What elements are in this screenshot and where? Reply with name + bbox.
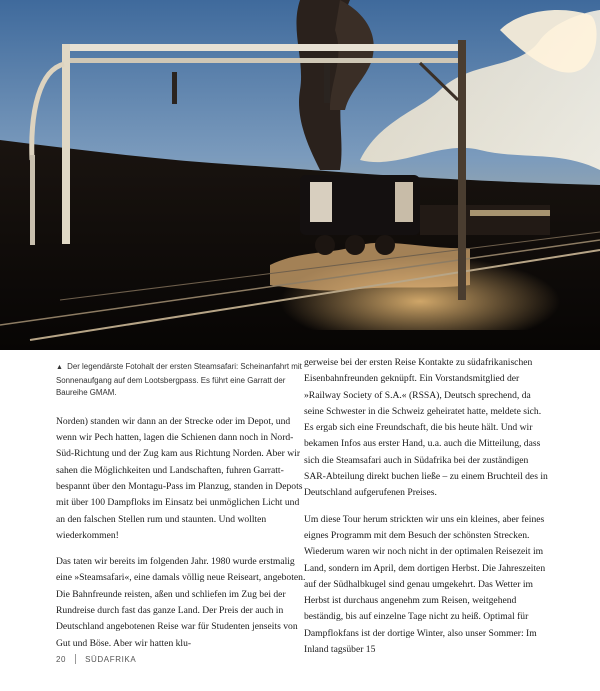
page-footer	[56, 654, 136, 664]
body-paragraph: Das taten wir bereits im folgenden Jahr. 1980 wurde erstmalig eine »Steamsafari«, eine damals völlig neue Reiseart, angeboten. Die Bahnfreunde reisten, aßen und schliefen im Zug bei der Rundreise durch fast das ganze Land. Der Preis der auch in Deutschland angebotenen Reise war für Studenten jenseits von Gut und Böse. Aber wir hatten klu-	[56, 556, 306, 649]
right-column	[304, 355, 550, 668]
caption-text: Der legendärste Fotohalt der ersten Steamsafari: Scheinanfahrt mit Sonnenaufgang auf dem Lootsbergpass. Es führt eine Garratt der Baureihe GMAM.	[56, 362, 302, 398]
body-paragraph: Norden) standen wir dann an der Strecke oder im Depot, und wenn wir Pech hatten, lagen die Schienen dann noch in Nord-Süd-Richtung und der Zug kam aus Richtung Norden. Aber wir sahen die Möglichkeiten und Landschaften, fuhren Garratt-bespannt über den Montagu-Pass im Planzug, standen in Depots mit über 100 Dampfloks im Einsatz bei unmöglichen Licht und an den falschen Stellen rum und staunten. Und wollten wiederkommen!	[56, 415, 303, 541]
page-number: 20	[56, 654, 67, 664]
footer-divider	[75, 654, 76, 664]
photo-caption	[56, 361, 306, 400]
body-paragraph: Um diese Tour herum strickten wir uns ein kleines, aber feines eignes Programm mit dem Besuch der schönsten Strecken. Wiederum waren wir noch nicht in der optimalen Reisezeit im Land, sondern im April, dem dortigen Herbst. Die Jahreszeiten auf der Südhalbkugel sind genau umgekehrt. Das Wetter im Herbst ist durchaus angenehm zum Reisen, weitgehend beständig, bis auf einzelne Tage nicht zu heiß. Optimal für Dampflokfans ist der dortige Winter, also unser Sommer: Im Inland tagsüber 15	[304, 513, 546, 656]
left-column	[56, 355, 306, 662]
section-title: SÜDAFRIKA	[85, 654, 137, 664]
caption-triangle-icon: ▲	[56, 364, 63, 371]
body-paragraph: gerweise bei der ersten Reise Kontakte zu südafrikanischen Eisenbahnfreunden geknüpft. Ein Vorstandsmitglied der »Railway Society of S.A.« (RSSA), Deutsch sprechend, da seine Schwester in die Schweiz geheiratet hatte, meldete sich. Es ergab sich eine Freundschaft, die bis heute hält. Und wir bekamen Infos aus erster Hand, u.a. auch die Mitteilung, dass sich die Steamsafari auch in Südafrika bei der zuständigen SAR-Abteilung direkt buchen ließe – zu einem Bruchteil des in Deutschland aufgerufenen Preises.	[304, 357, 548, 499]
